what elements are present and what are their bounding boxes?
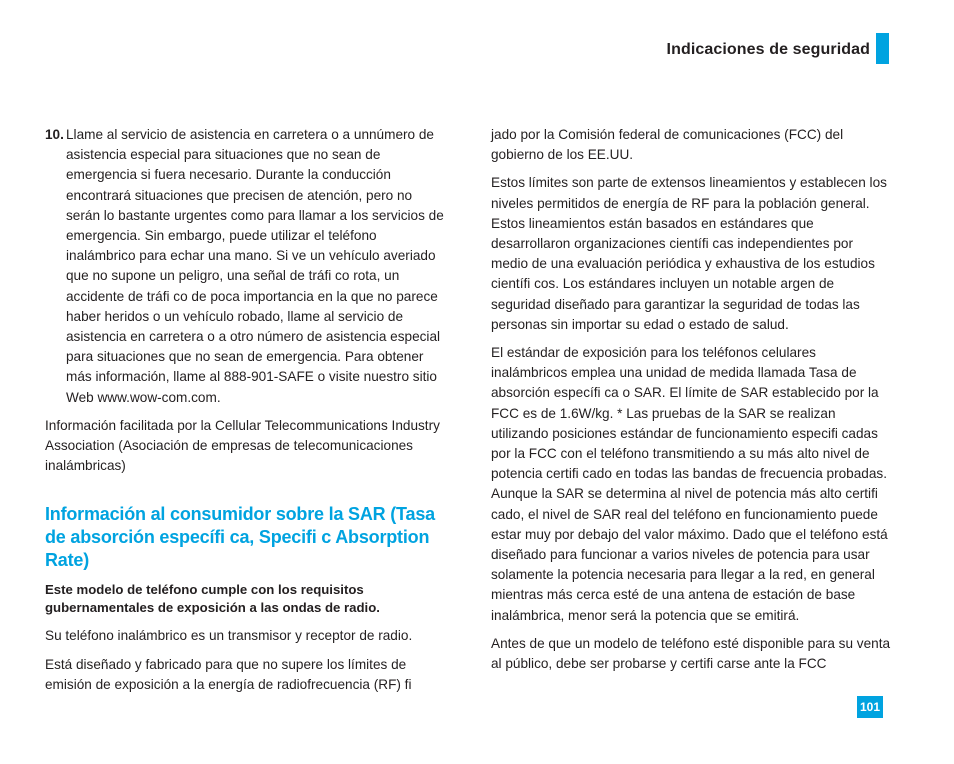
item-number: 10. [45,127,64,142]
paragraph: El estándar de exposición para los teléfonos celulares inalámbricos emplea una unidad de medida llamada Tasa de absorción específi ca o SAR. El límite de SAR establecido por la FCC es de 1.6W/kg. * Las pruebas de la SAR se realizan utilizando posiciones estándar de funcionamiento especifi cadas por la FCC con el teléfono transmitiendo a su más alto nivel de potencia certifi cado en todas las bandas de frecuencia probadas. Aunque la SAR se determina al nivel de potencia más alto certifi cado, el nivel de SAR real del teléfono en funcionamiento puede estar muy por debajo del valor máximo. Dado que el teléfono está diseñado para funcionar a varios niveles de potencia para usar solamente la potencia necesaria para llegar a la red, en general mientras más cerca esté de una antena de estación de base inalámbrica, menor será la potencia que se emitirá. [491,345,888,623]
header-accent-bar [876,33,889,64]
paragraph: jado por la Comisión federal de comunicaciones (FCC) del gobierno de los EE.UU. [491,127,844,163]
section-heading: Información al consumidor sobre la SAR (Tasa de absorción específi ca, Specifi c Absorption Rate) [45,504,435,571]
item-text: Llame al servicio de asistencia en carretera o a unnúmero de asistencia especial para situaciones que no sean de emergencia si fuera necesario. Durante la conducción encontrará situaciones que precisen de atención, pero no serán lo bastante urgentes como para llamar a los servicios de emergencia. Sin embargo, puede utilizar el teléfono inalámbrico para echar una mano. Si ve un vehículo averiado que no supone un peligro, una señal de tráfi co rota, un accidente de tráfi co de poca importancia en la que no parece haber heridos o un vehículo robado, llame al servicio de asistencia en carretera o a otro número de asistencia especial para situaciones que no sean de emergencia. Para obtener más información, llame al 888-901-SAFE o visite nuestro sitio Web www.wow-com.com. [66,127,444,405]
paragraph: Antes de que un modelo de teléfono esté disponible para su venta al público, debe ser probarse y certifi carse ante la FCC [491,635,891,672]
left-column [45,125,445,703]
numbered-item-10 [45,125,445,408]
page-number-badge: 101 [857,696,883,718]
paragraph: Estos límites son parte de extensos lineamientos y establecen los niveles permitidos de energía de RF para la población general. Estos lineamientos están basados en estándares que desarrollaron organizaciones científi cas independientes por medio de una evaluación periódica y exhaustiva de los estudios científi cos. Los estándares incluyen un notable argen de seguridad diseñado para garantizar la seguridad de todas las personas sin importar su edad o estado de salud. [491,175,887,332]
right-column [491,125,891,682]
paragraph: Está diseñado y fabricado para que no supere los límites de emisión de exposición a la energía de radiofrecuencia (RF) fi [45,656,412,692]
page-header-title: Indicaciones de seguridad [666,41,870,58]
compliance-statement: Este modelo de teléfono cumple con los requisitos gubernamentales de exposición a las ondas de radio. [45,582,380,616]
source-info-paragraph: Información facilitada por la Cellular Telecommunications Industry Association (Asociación de empresas de telecomunicaciones inalámbricas) [45,417,440,474]
paragraph: Su teléfono inalámbrico es un transmisor y receptor de radio. [45,628,413,644]
